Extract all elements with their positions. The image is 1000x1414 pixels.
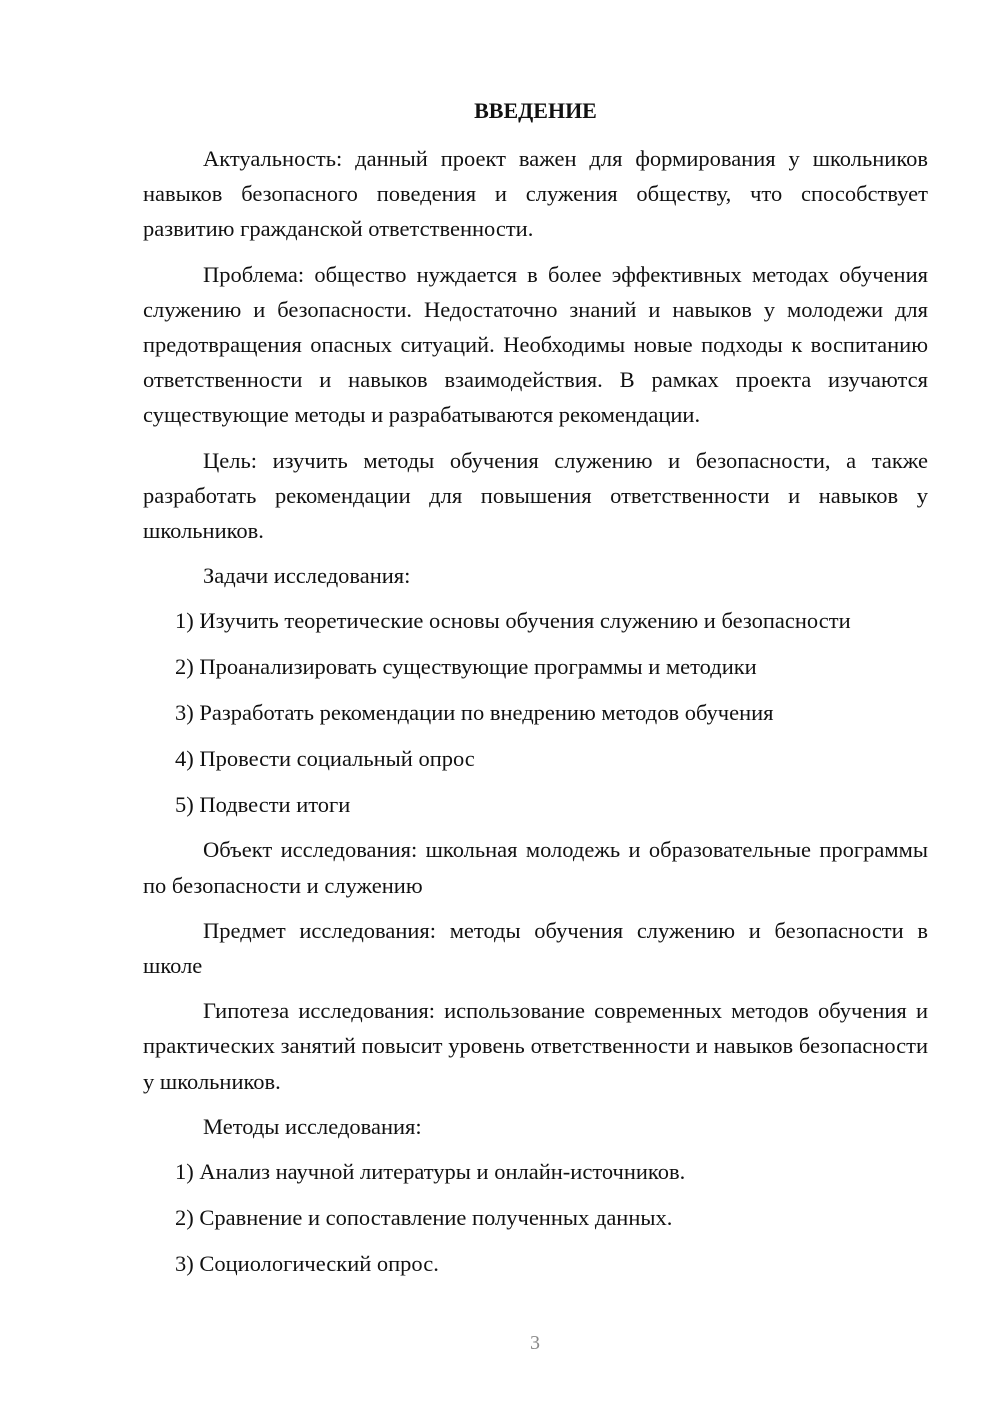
relevance-paragraph: Актуальность: данный проект важен для формирования у школьников навыков безопасного поведения и служения обществу, что способствует развитию гражданской ответственности. <box>143 146 928 242</box>
method-item: 3) Социологический опрос. <box>175 1250 439 1276</box>
task-item: 3) Разработать рекомендации по внедрению методов обучения <box>175 700 774 726</box>
object-paragraph: Объект исследования: школьная молодежь и образовательные программы по безопасности и служению <box>143 837 928 898</box>
task-item: 4) Провести социальный опрос <box>175 745 475 771</box>
tasks-heading: Задачи исследования: <box>203 563 411 589</box>
task-item: 2) Проанализировать существующие программы и методики <box>175 654 757 680</box>
section-title: ВВЕДЕНИЕ <box>474 98 597 123</box>
task-item: 1) Изучить теоретические основы обучения служению и безопасности <box>175 608 851 634</box>
subject-paragraph: Предмет исследования: методы обучения служению и безопасности в школе <box>143 917 928 979</box>
methods-list <box>143 1154 928 1281</box>
page-number: 3 <box>530 1332 540 1354</box>
tasks-list <box>143 603 928 821</box>
method-item: 2) Сравнение и сопоставление полученных данных. <box>175 1204 673 1230</box>
document-page <box>143 94 928 1291</box>
hypothesis-paragraph: Гипотеза исследования: использование современных методов обучения и практических занятий повысит уровень ответственности и навыков безопасности у школьников. <box>143 998 928 1094</box>
method-item: 1) Анализ научной литературы и онлайн-источников. <box>175 1159 686 1185</box>
task-item: 5) Подвести итоги <box>175 791 351 817</box>
methods-heading: Методы исследования: <box>203 1113 422 1139</box>
goal-paragraph: Цель: изучить методы обучения служению и безопасности, а также разработать рекомендации для повышения ответственности и навыков у школьников. <box>143 447 928 544</box>
problem-paragraph: Проблема: общество нуждается в более эффективных методах обучения служению и безопасности. Недостаточно знаний и навыков у молодежи для предотвращения опасных ситуаций. Необходимы новые подходы к воспитанию ответственности и навыков взаимодействия. В рамках проекта изучаются существующие методы и разрабатываются рекомендации. <box>143 261 928 428</box>
